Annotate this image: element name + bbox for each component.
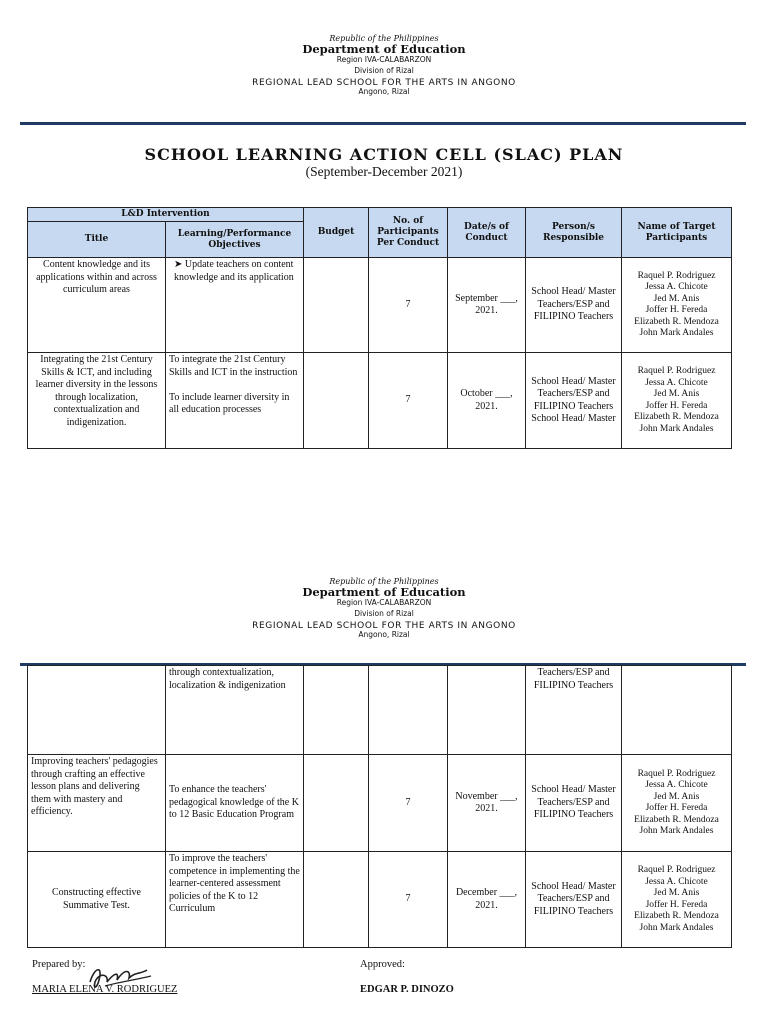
date-header: Date/s of Conduct (448, 208, 526, 258)
prepared-by-label: Prepared by: (32, 959, 86, 970)
row-participants: 7 (369, 353, 448, 449)
letterhead-page-1 (0, 34, 768, 97)
row-targets: Raquel P. Rodriguez Jessa A. Chicote Jed M. Anis Joffer H. Fereda Elizabeth R. Mendoza John Mark Andales (622, 852, 732, 948)
objectives-header: Learning/Performance Objectives (166, 222, 304, 258)
approved-name: EDGAR P. DINOZO (360, 984, 454, 995)
row-budget (304, 666, 369, 755)
row-date (448, 666, 526, 755)
republic-line: Republic of the Philippines (329, 34, 439, 43)
row-date: October ___, 2021. (448, 353, 526, 449)
region-line: Region IVA-CALABARZON (336, 598, 432, 608)
budget-header: Budget (304, 208, 369, 258)
plan-period: (September-December 2021) (305, 164, 463, 179)
row-persons: Teachers/ESP and FILIPINO Teachers (526, 666, 622, 755)
division-line: Division of Rizal (354, 609, 414, 619)
school-name: REGIONAL LEAD SCHOOL FOR THE ARTS IN ANGONO (252, 77, 516, 88)
slac-plan-table (27, 207, 732, 449)
targets-header: Name of Target Participants (622, 208, 732, 258)
row-targets: Raquel P. Rodriguez Jessa A. Chicote Jed M. Anis Joffer H. Fereda Elizabeth R. Mendoza John Mark Andales (622, 755, 732, 852)
row-participants (369, 666, 448, 755)
row-date: September ___, 2021. (448, 258, 526, 353)
slac-plan-table-continued (27, 665, 732, 948)
row-participants: 7 (369, 258, 448, 353)
table-row (28, 666, 732, 755)
row-budget (304, 755, 369, 852)
department-name: Department of Education (302, 585, 466, 600)
row-title: Content knowledge and its applications within and across curriculum areas (28, 258, 166, 353)
row-objective: To integrate the 21st Century Skills and ICT in the instruction To include learner diversity in all education processes (166, 353, 304, 449)
location-line: Angono, Rizal (358, 87, 410, 96)
row-persons: School Head/ Master Teachers/ESP and FILIPINO Teachers School Head/ Master (526, 353, 622, 449)
row-objective: To improve the teachers' competence in implementing the learner-centered assessment policies of the K to 12 Curriculum (166, 852, 304, 948)
department-name: Department of Education (302, 42, 466, 57)
arrow-bullet-icon: ➤ (174, 259, 185, 270)
row-budget (304, 258, 369, 353)
school-name: REGIONAL LEAD SCHOOL FOR THE ARTS IN ANGONO (252, 620, 516, 631)
row-persons: School Head/ Master Teachers/ESP and FILIPINO Teachers (526, 852, 622, 948)
plan-title: SCHOOL LEARNING ACTION CELL (SLAC) PLAN (144, 145, 624, 164)
row-persons: School Head/ Master Teachers/ESP and FILIPINO Teachers (526, 755, 622, 852)
row-date: December ___, 2021. (448, 852, 526, 948)
row-objective: ➤ Update teachers on content knowledge and its application (166, 258, 304, 353)
table-row (28, 852, 732, 948)
row-targets: Raquel P. Rodriguez Jessa A. Chicote Jed M. Anis Joffer H. Fereda Elizabeth R. Mendoza John Mark Andales (622, 353, 732, 449)
row-title: Constructing effective Summative Test. (28, 852, 166, 948)
division-line: Division of Rizal (354, 66, 414, 76)
row-targets: Raquel P. Rodriguez Jessa A. Chicote Jed M. Anis Joffer H. Fereda Elizabeth R. Mendoza John Mark Andales (622, 258, 732, 353)
persons-header: Person/s Responsible (526, 208, 622, 258)
location-line: Angono, Rizal (358, 630, 410, 639)
title-header: Title (28, 222, 166, 258)
table-row (28, 755, 732, 852)
approved-label: Approved: (360, 959, 405, 970)
row-budget (304, 353, 369, 449)
prepared-by-name: MARIA ELENA V. RODRIGUEZ (32, 984, 178, 995)
participants-header: No. of Participants Per Conduct (369, 208, 448, 258)
row-title: Improving teachers' pedagogies through crafting an effective lesson plans and delivering them with mastery and efficiency. (28, 755, 166, 852)
ld-intervention-header: L&D Intervention (28, 208, 304, 222)
letterhead-page-2 (0, 577, 768, 640)
row-participants: 7 (369, 755, 448, 852)
header-divider (20, 122, 746, 125)
region-line: Region IVA-CALABARZON (336, 55, 432, 65)
row-title (28, 666, 166, 755)
row-objective: through contextualization, localization & indigenization (166, 666, 304, 755)
row-participants: 7 (369, 852, 448, 948)
table-row (28, 258, 732, 353)
row-persons: School Head/ Master Teachers/ESP and FILIPINO Teachers (526, 258, 622, 353)
republic-line: Republic of the Philippines (329, 577, 439, 586)
table-row (28, 353, 732, 449)
row-budget (304, 852, 369, 948)
row-date: November ___, 2021. (448, 755, 526, 852)
row-targets (622, 666, 732, 755)
row-objective: To enhance the teachers' pedagogical knowledge of the K to 12 Basic Education Program (166, 755, 304, 852)
row-title: Integrating the 21st Century Skills & ICT, and including learner diversity in the lessons through localization, contextualization and indigenization. (28, 353, 166, 449)
